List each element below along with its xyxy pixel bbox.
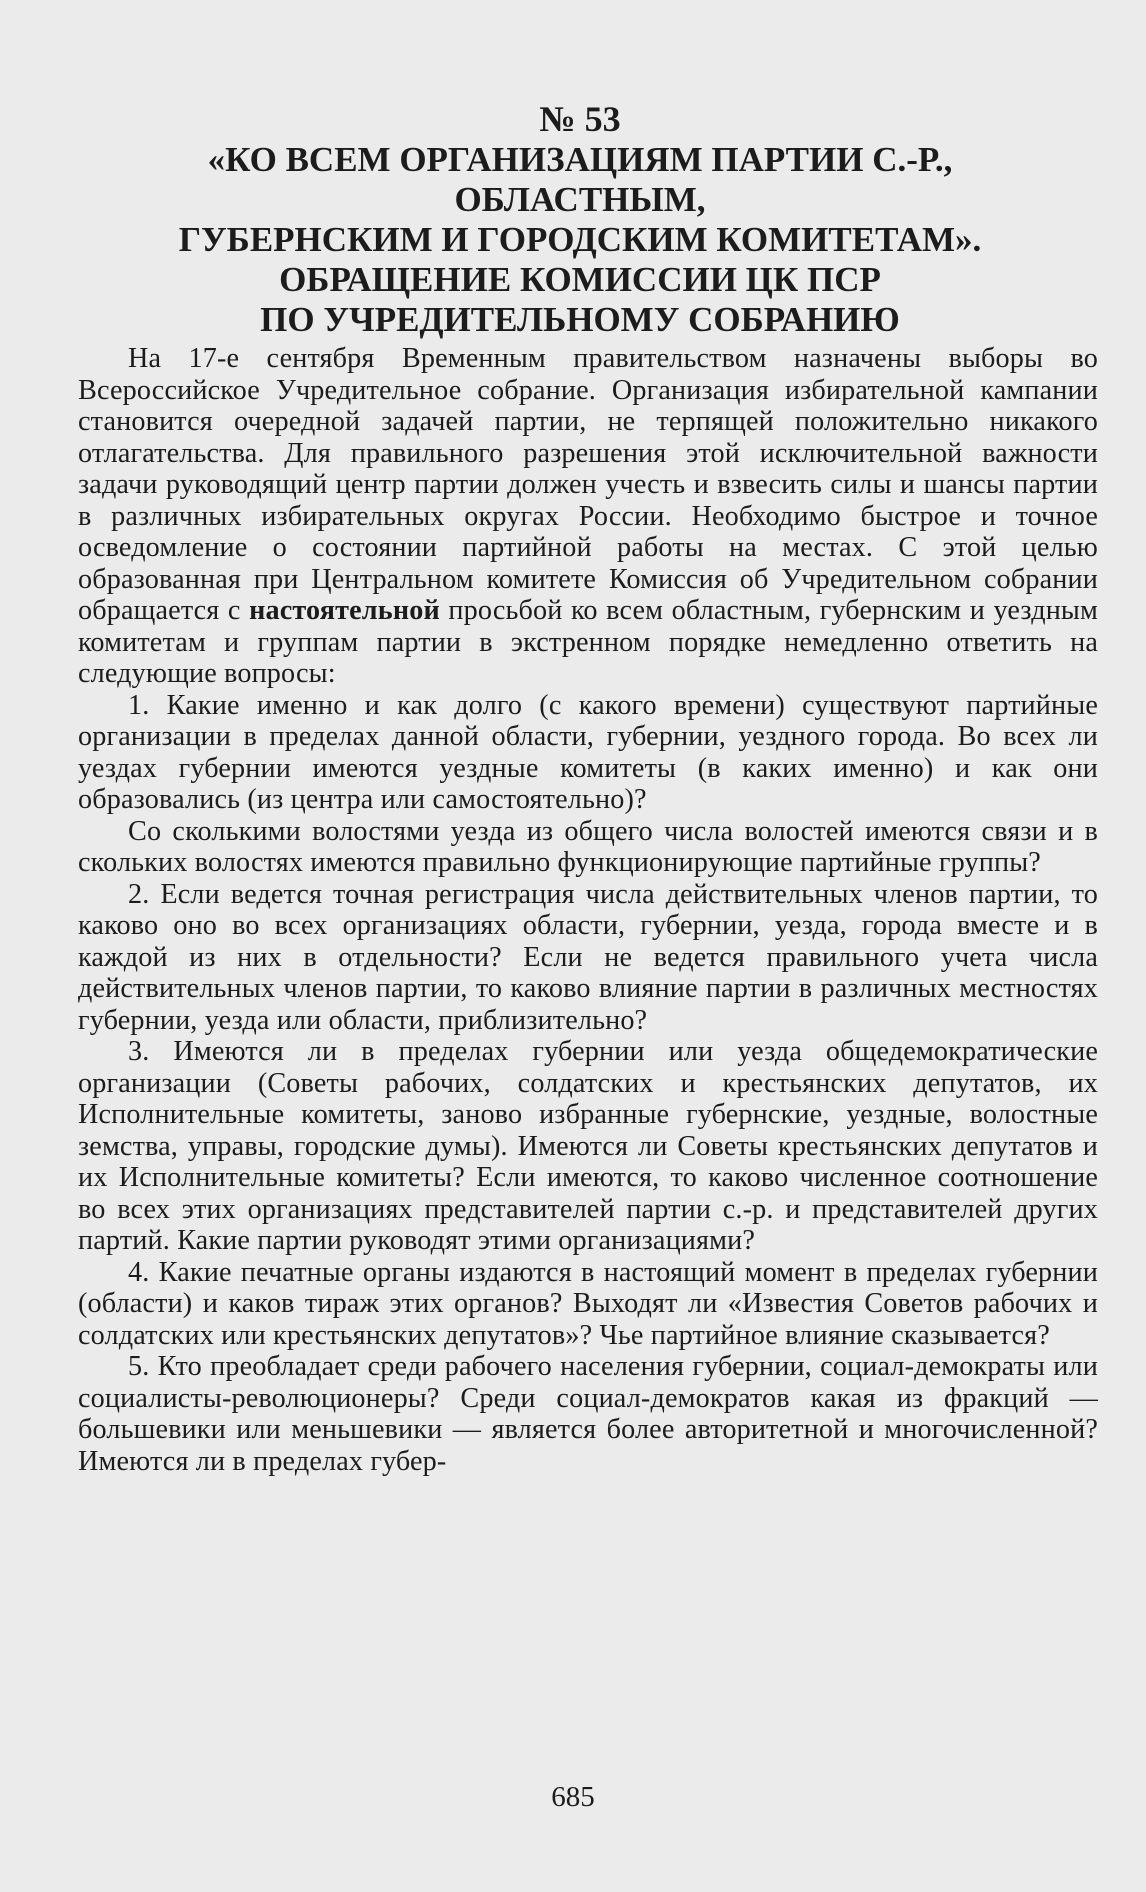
question-1: 1. Какие именно и как долго (с какого времени) существуют партийные организации в пределах данной области, губернии, уездного города. Во всех ли уездах губернии имеются уездные комитеты (в каких именно) и как они образовались (из центра или самостоятельно)? — [78, 689, 1098, 815]
document-body — [78, 343, 1098, 1477]
question-3: 3. Имеются ли в пределах губернии или уезда общедемократические организации (Советы рабочих, солдатских и крестьянских депутатов, их Исполнительные комитеты, заново избранные губернские, уездные, волостные земства, управы, городские думы). Имеются ли Советы крестьянских депутатов и их Исполнительные комитеты? Если имеются, то каково численное соотношение во всех этих организациях представителей партии с.-р. и представителей других партий. Какие партии руководят этими организациями? — [78, 1036, 1098, 1256]
question-2: 2. Если ведется точная регистрация числа действительных членов партии, то каково оно во всех организациях области, губернии, уезда, города вместе и в каждой из них в отдельности? Если не ведется правильного учета числа действительных членов партии, то каково влияние партии в различных местностях губернии, уезда или области, приблизительно? — [78, 878, 1098, 1036]
intro-paragraph — [78, 343, 1098, 690]
question-1-continuation: Со сколькими волостями уезда из общего числа волостей имеются связи и в скольких волостях имеются правильно функционирующие партийные группы? — [78, 815, 1098, 878]
title-line-3: ОБРАЩЕНИЕ КОМИССИИ ЦК ПСР — [279, 260, 881, 299]
document-header — [80, 98, 1080, 340]
title-line-1: «КО ВСЕМ ОРГАНИЗАЦИЯМ ПАРТИИ С.-Р., ОБЛАСТНЫМ, — [207, 140, 953, 219]
document-number: № 53 — [539, 99, 621, 139]
title-line-2: ГУБЕРНСКИМ И ГОРОДСКИМ КОМИТЕТАМ». — [178, 220, 982, 259]
intro-text-start: На 17-е сентября Временным правительством назначены выборы во Всероссийское Учредительное собрание. Организация избирательной кампании становится очередной задачей партии, не терпящей положительно никакого отлагательства. Для правильного разрешения этой исключительной важности задачи руководящий центр партии должен учесть и взвесить силы и шансы партии в различных избирательных округах России. Необходимо быстрое и точное осведомление о состоянии партийной работы на местах. С этой целью образованная при Центральном комитете Комиссия об Учредительном собрании обращается с — [78, 343, 1098, 626]
title-line-4: ПО УЧРЕДИТЕЛЬНОМУ СОБРАНИЮ — [260, 300, 900, 339]
intro-text-end: просьбой ко всем областным, губернским и уездным комитетам и группам партии в экстренном порядке немедленно ответить на следующие вопросы: — [78, 595, 1099, 689]
question-5: 5. Кто преобладает среди рабочего населения губернии, социал-демократы или социалисты-революционеры? Среди социал-демократов какая из фракций — большевики или меньшевики — является более авторитетной и многочисленной? Имеются ли в пределах губер- — [78, 1351, 1098, 1477]
page-number: 685 — [551, 1781, 595, 1813]
question-4: 4. Какие печатные органы издаются в настоящий момент в пределах губернии (области) и каков тираж этих органов? Выходят ли «Известия Советов рабочих и солдатских или крестьянских депутатов»? Чье партийное влияние сказывается? — [78, 1256, 1098, 1351]
emphasized-word: настоятельной — [249, 595, 440, 626]
